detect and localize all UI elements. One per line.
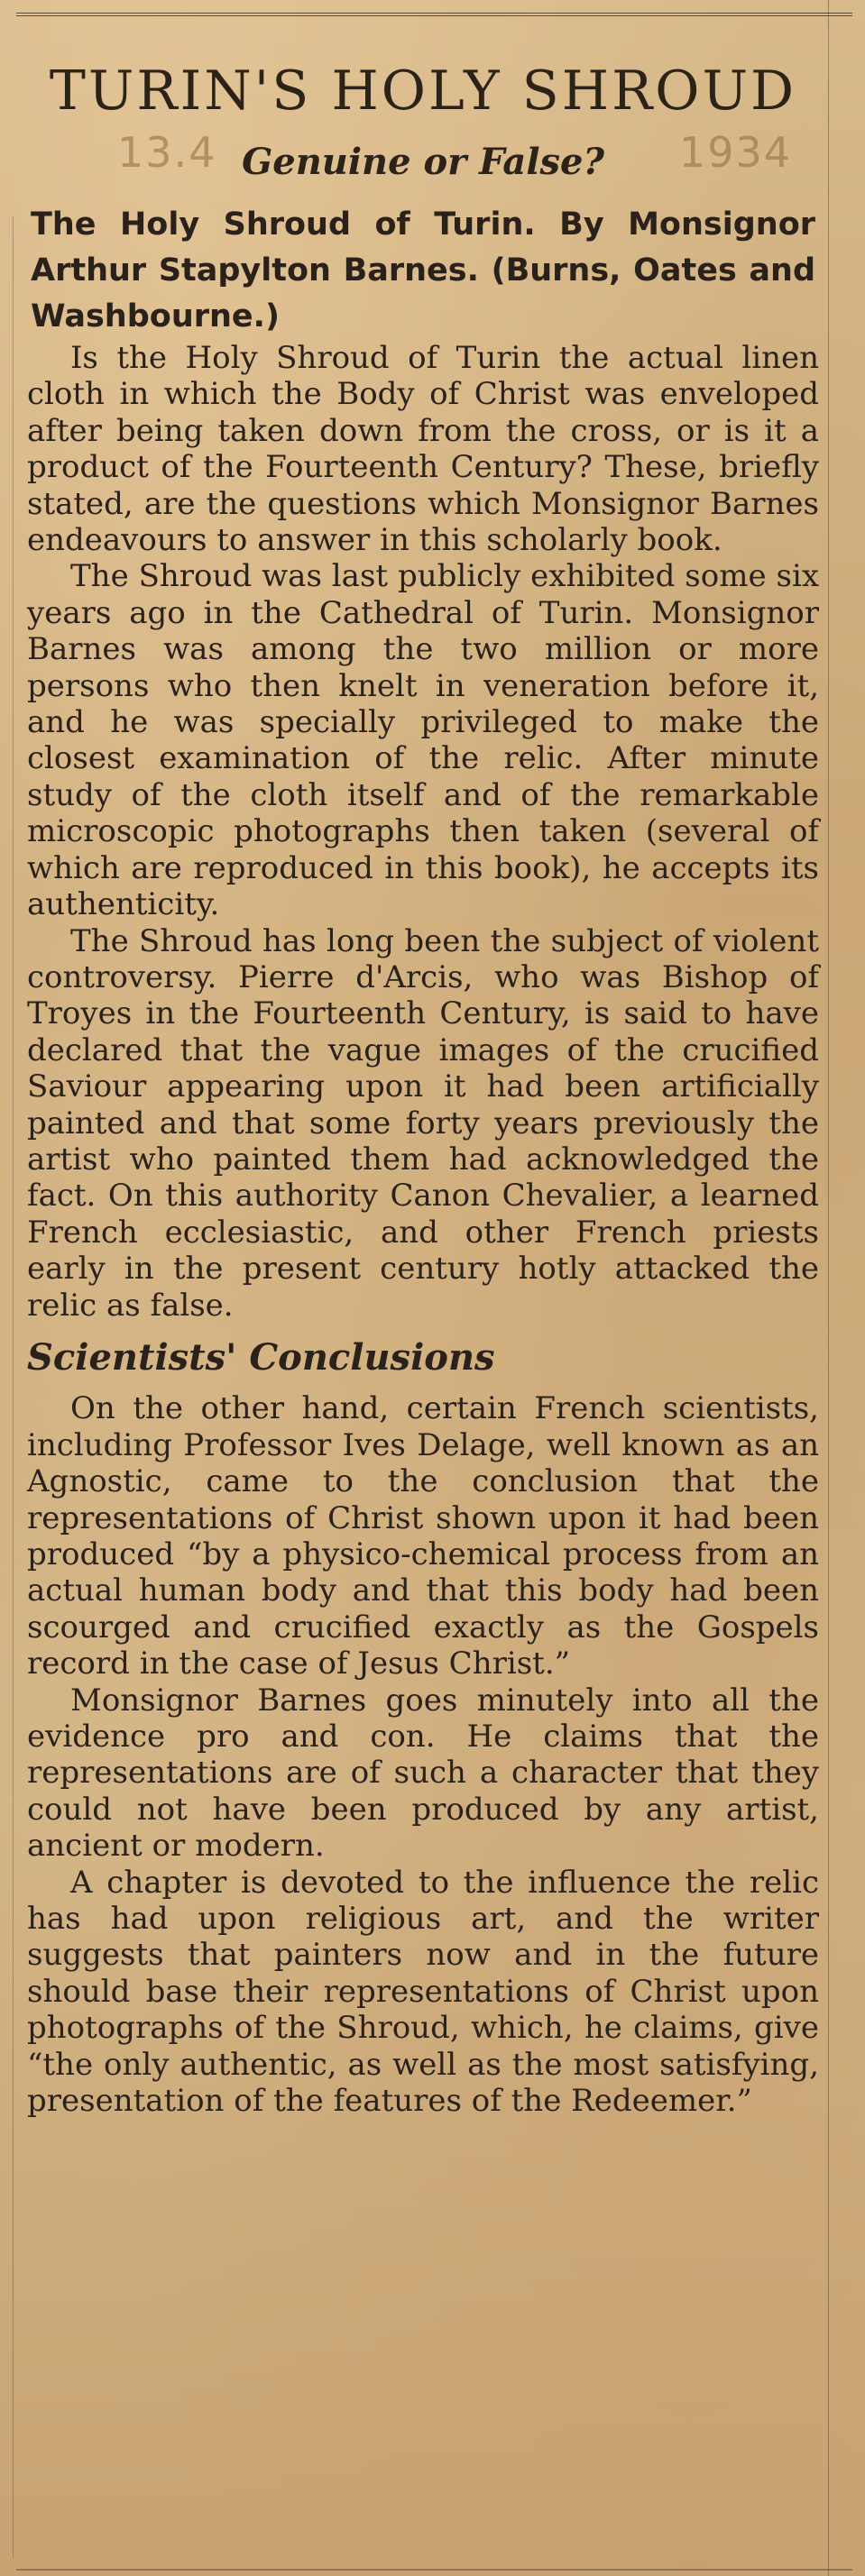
paragraph: A chapter is devoted to the influence the relic has had upon religious art, and the writer suggests that painters now and in the future should base their representations of Christ upon photographs of the Shroud, which, he claims, give “the only authentic, as well as the most satisfying, presentation of the features of the Redeemer.”	[27, 1864, 819, 2120]
handwritten-date-left: 13.4	[117, 128, 217, 177]
handwritten-date-right: 1934	[678, 128, 792, 177]
book-title: The Holy Shroud of Turin.	[31, 206, 536, 243]
column-rule	[13, 216, 14, 2558]
book-publisher: (Burns, Oates and Washbourne.)	[31, 252, 816, 335]
paragraph: The Shroud has long been the subject of violent controversy. Pierre d'Arcis, who was Bishop of Troyes in the Fourteenth Century, is said to have declared that the vague images of the crucified Saviour appearing upon it had been artificially painted and that some forty years previously the artist who painted them had acknowledged the fact. On this authority Canon Chevalier, a learned French ecclesiastic, and other French priests early in the present century hotly attacked the relic as false.	[27, 922, 819, 1324]
bottom-rule	[16, 2569, 852, 2571]
right-column-rule	[828, 0, 829, 2576]
paragraph: Is the Holy Shroud of Turin the actual linen cloth in which the Body of Christ was enveloped after being taken down from the cross, or is it a product of the Fourteenth Century? These, briefly stated, are the questions which Monsignor Barnes endeavours to answer in this scholarly book.	[27, 340, 819, 559]
subhead: Genuine or False?	[242, 141, 604, 183]
top-rule	[16, 13, 852, 22]
headline: TURIN'S HOLY SHROUD	[49, 60, 797, 123]
article-body	[27, 340, 819, 2120]
subhead-row	[27, 126, 819, 193]
paragraph: On the other hand, certain French scientists, including Professor Ives Delage, well known as an Agnostic, came to the conclusion that the representations of Christ shown upon it had been produced “by a physico-chemical process from an actual human body and that this body had been scourged and crucified exactly as the Gospels record in the case of Jesus Christ.”	[27, 1390, 819, 1682]
book-author: By Monsignor Arthur Stapylton Barnes.	[31, 206, 816, 289]
section-heading: Scientists' Conclusions	[27, 1335, 495, 1379]
book-citation	[27, 202, 819, 340]
article	[27, 36, 819, 2120]
paragraph: The Shroud was last publicly exhibited some six years ago in the Cathedral of Turin. Monsignor Barnes was among the two million or more persons who then knelt in veneration before it, and he was specially privileged to make the closest examination of the relic. After minute study of the cloth itself and of the remarkable microscopic photographs then taken (several of which are reproduced in this book), he accepts its authenticity.	[27, 558, 819, 923]
paragraph: Monsignor Barnes goes minutely into all the evidence pro and con. He claims that the representations are of such a character that they could not have been produced by any artist, ancient or modern.	[27, 1682, 819, 1865]
